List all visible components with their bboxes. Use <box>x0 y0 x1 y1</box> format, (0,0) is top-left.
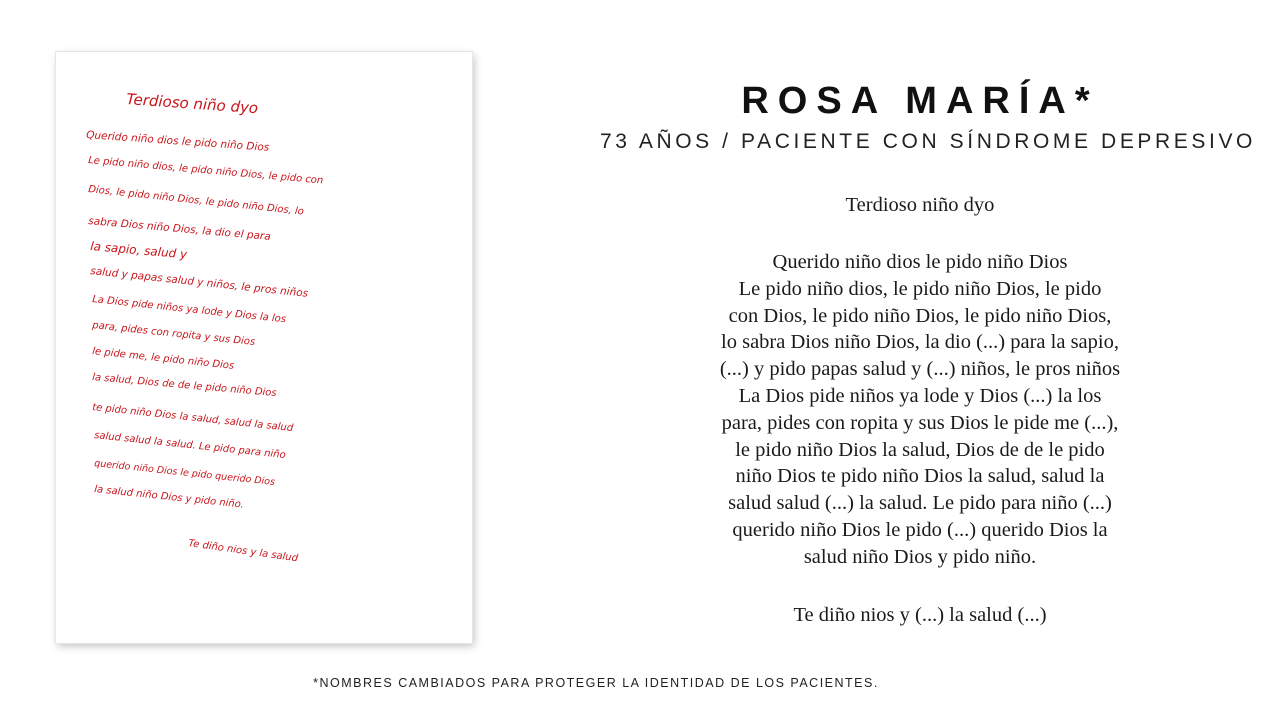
handwritten-line: la salud, Dios de de le pido niño Dios <box>91 372 278 400</box>
transcription-line: lo sabra Dios niño Dios, la dio (...) para la sapio, <box>721 331 1119 354</box>
handwritten-body <box>86 129 324 511</box>
handwritten-line: te pido niño Dios la salud, salud la salud <box>91 402 294 435</box>
transcription-title: Terdioso niño dyo <box>845 194 995 216</box>
transcription-line: salud niño Dios y pido niño. <box>803 545 1037 568</box>
handwritten-line: sabra Dios niño Dios, la dio el para <box>87 215 272 243</box>
handwritten-line: Le pido niño dios, le pido niño Dios, le pido con <box>87 155 324 187</box>
transcription-line: (...) y pido papas salud y (...) niños, le pros niños <box>719 358 1121 381</box>
handwritten-line: salud y papas salud y niños, le pros niños <box>89 265 309 300</box>
transcription-line: querido niño Dios le pido (...) querido Dios la <box>732 518 1108 541</box>
transcription-line: Querido niño dios le pido niño Dios <box>772 251 1068 273</box>
transcription-body <box>640 249 1200 571</box>
handwritten-line: Querido niño dios le pido niño Dios <box>85 129 270 154</box>
handwritten-line: Dios, le pido niño Dios, le pido niño Dios, lo <box>87 184 305 218</box>
handwritten-signoff: Te diño nios y la salud <box>187 538 299 565</box>
transcription-line: niño Dios te pido niño Dios la salud, salud la <box>735 465 1105 488</box>
handwritten-line: para, pides con ropita y sus Dios <box>91 320 256 349</box>
transcription-signoff: Te diño nios y (...) la salud (...) <box>793 604 1047 626</box>
handwritten-line: querido niño Dios le pido querido Dios <box>93 458 276 488</box>
handwritten-line: la salud niño Dios y pido niño. <box>93 484 245 511</box>
patient-name: ROSA MARÍA* <box>741 80 1099 122</box>
transcription-line: le pido niño Dios la salud, Dios de de le pido <box>735 438 1105 461</box>
handwritten-line: la sapio, salud y <box>89 239 188 262</box>
handwritten-line: salud salud la salud. Le pido para niño <box>93 430 287 462</box>
transcription-line: para, pides con ropita y sus Dios le pide me (...), <box>721 411 1119 434</box>
patient-subtitle: 73 AÑOS / PACIENTE CON SÍNDROME DEPRESIVO <box>600 130 1256 153</box>
handwritten-letter-drawing <box>56 52 472 643</box>
transcription-line: con Dios, le pido niño Dios, le pido niño Dios, <box>728 304 1112 327</box>
transcription-line: Le pido niño dios, le pido niño Dios, le pido <box>738 277 1102 300</box>
handwritten-line: La Dios pide niños ya lode y Dios la los <box>91 294 287 326</box>
transcription-line: La Dios pide niños ya lode y Dios (...) la los <box>738 384 1102 407</box>
footnote: *NOMBRES CAMBIADOS PARA PROTEGER LA IDENTIDAD DE LOS PACIENTES. <box>313 676 879 690</box>
handwritten-title: Terdioso niño dyo <box>125 90 259 118</box>
handwritten-letter-image <box>56 52 472 643</box>
transcription-line: salud salud (...) la salud. Le pido para niño (...) <box>728 492 1112 515</box>
handwritten-line: le pide me, le pido niño Dios <box>91 346 235 372</box>
